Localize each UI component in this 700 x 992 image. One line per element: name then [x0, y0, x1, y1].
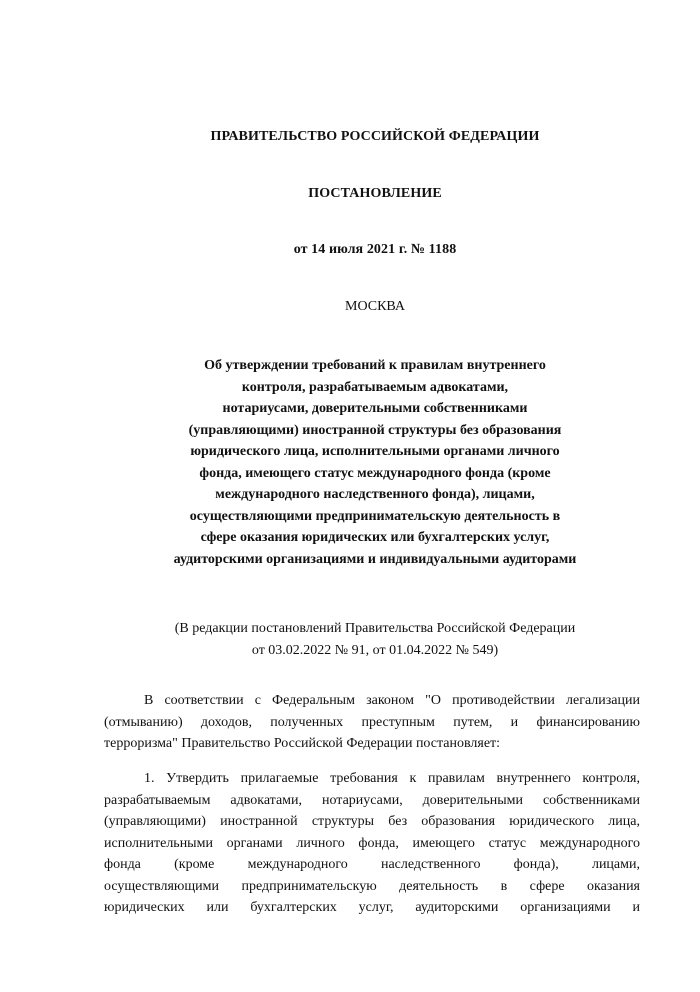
- paragraph-line: (управляющими) иностранной структуры без образования юридического лица,: [104, 814, 640, 829]
- document-type-heading: ПОСТАНОВЛЕНИЕ: [308, 186, 442, 201]
- title-line: международного наследственного фонда), лицами,: [215, 487, 535, 502]
- clause-1-paragraph: [104, 768, 640, 919]
- title-line: юридического лица, исполнительными органами личного: [190, 444, 560, 459]
- city-name: МОСКВА: [345, 299, 405, 314]
- document-title: [135, 355, 615, 570]
- paragraph-line: разрабатываемым адвокатами, нотариусами, доверительными собственниками: [104, 792, 640, 808]
- title-line: аудиторскими организациями и индивидуальными аудиторами: [173, 551, 577, 567]
- edition-note: [120, 618, 630, 661]
- title-line: Об утверждении требований к правилам внутреннего: [204, 358, 546, 373]
- date-and-number: от 14 июля 2021 г. № 1188: [293, 242, 457, 257]
- paragraph-line: 1. Утвердить прилагаемые требования к правилам внутреннего контроля,: [144, 771, 640, 786]
- title-line: фонда, имеющего статус международного фонда (кроме: [199, 465, 551, 481]
- paragraph-line: исполнительными органами личного фонда, имеющего статус международного: [104, 835, 640, 851]
- government-heading: ПРАВИТЕЛЬСТВО РОССИЙСКОЙ ФЕДЕРАЦИИ: [210, 129, 540, 144]
- edition-line: от 03.02.2022 № 91, от 01.04.2022 № 549): [251, 642, 499, 658]
- title-line: контроля, разрабатываемым адвокатами,: [241, 379, 509, 395]
- paragraph-line: осуществляющими предпринимательскую деятельность в сфере оказания: [104, 878, 640, 894]
- edition-line: (В редакции постановлений Правительства Российской Федерации: [174, 621, 576, 636]
- paragraph-line: (отмыванию) доходов, полученных преступным путем, и финансированию: [104, 714, 640, 730]
- preamble-paragraph: [104, 690, 640, 755]
- paragraph-line: В соответствии с Федеральным законом "О противодействии легализации: [144, 693, 640, 708]
- title-line: осуществляющими предпринимательскую деятельность в: [189, 508, 561, 524]
- title-line: сфере оказания юридических или бухгалтерских услуг,: [200, 530, 550, 545]
- title-line: нотариусами, доверительными собственниками: [222, 401, 528, 416]
- paragraph-line: фонда (кроме международного наследственного фонда), лицами,: [104, 857, 640, 872]
- paragraph-line: терроризма" Правительство Российской Федерации постановляет:: [104, 736, 501, 751]
- title-line: (управляющими) иностранной структуры без образования: [188, 422, 562, 438]
- paragraph-line: юридических или бухгалтерских услуг, аудиторскими организациями и: [104, 900, 640, 915]
